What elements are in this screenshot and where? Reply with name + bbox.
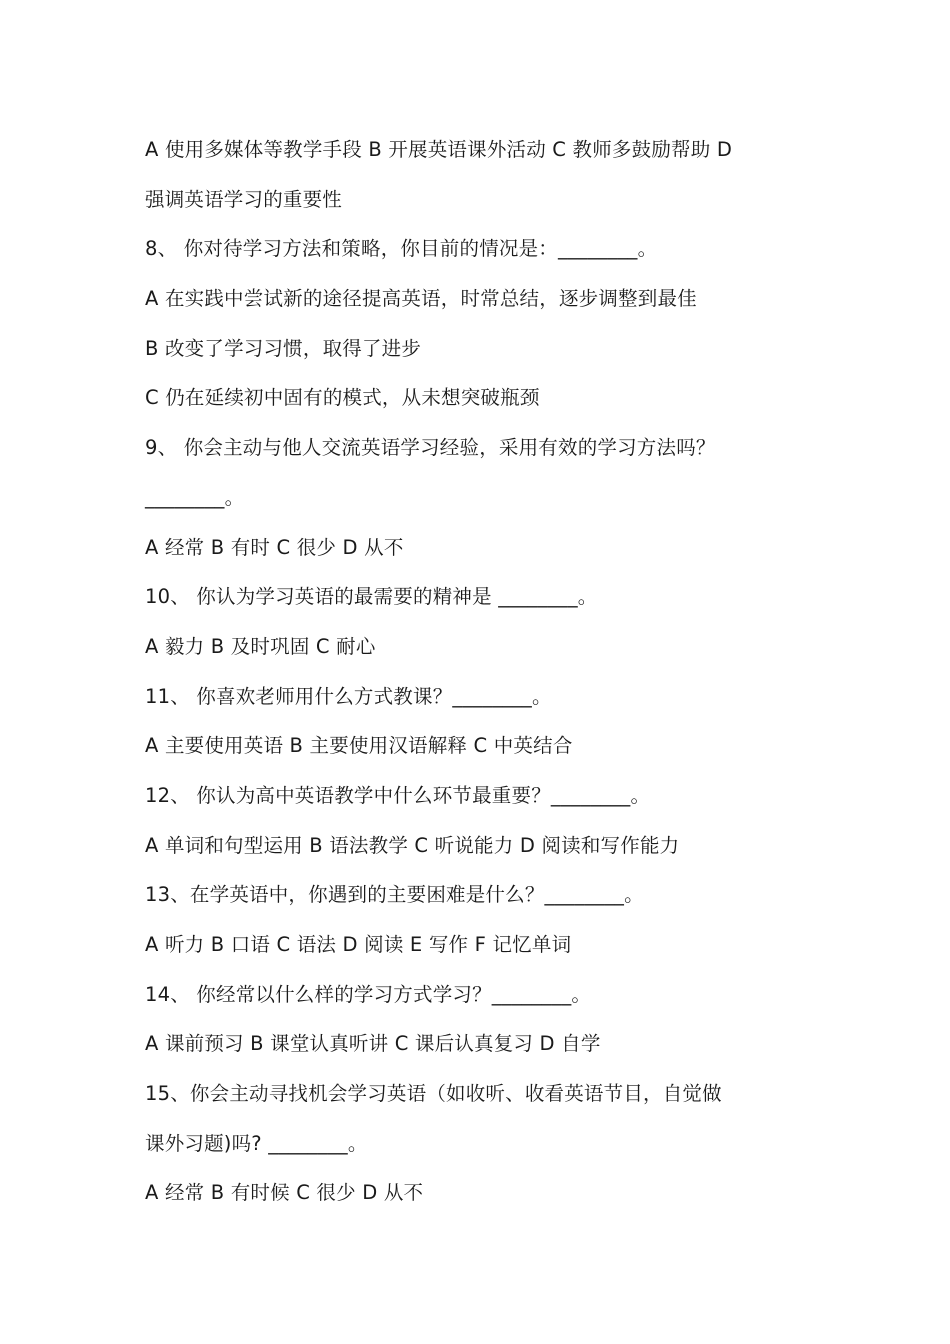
question-13-options: A 听力 B 口语 C 语法 D 阅读 E 写作 F 记忆单词	[145, 933, 572, 956]
question-14-options: A 课前预习 B 课堂认真听讲 C 课后认真复习 D 自学	[145, 1032, 601, 1056]
text-line-q7-options: A 使用多媒体等教学手段 B 开展英语课外活动 C 教师多鼓励帮助 D	[145, 138, 733, 161]
question-8-option-b: B 改变了学习习惯，取得了进步	[145, 336, 422, 360]
question-10: 10、 你认为学习英语的最需要的精神是 ________。	[145, 585, 598, 609]
question-15: 15、你会主动寻找机会学习英语（如收听、收看英语节目，自觉做	[145, 1082, 722, 1106]
question-15-options: A 经常 B 有时候 C 很少 D 从不	[145, 1181, 424, 1205]
question-8: 8、 你对待学习方法和策略，你目前的情况是：________。	[145, 237, 658, 261]
question-8-option-a: A 在实践中尝试新的途径提高英语，时常总结，逐步调整到最佳	[145, 287, 697, 311]
question-9-blank: ________。	[145, 485, 245, 509]
question-11: 11、 你喜欢老师用什么方式教课？________。	[145, 684, 552, 708]
text-line-q7-options-cont: 强调英语学习的重要性	[145, 187, 343, 211]
question-8-option-c: C 仍在延续初中固有的模式，从未想突破瓶颈	[145, 386, 540, 410]
question-9-options: A 经常 B 有时 C 很少 D 从不	[145, 535, 404, 559]
question-9: 9、 你会主动与他人交流英语学习经验，采用有效的学习方法吗？	[145, 436, 716, 460]
question-14: 14、 你经常以什么样的学习方式学习？________。	[145, 982, 592, 1006]
question-13: 13、在学英语中，你遇到的主要困难是什么？________。	[145, 883, 644, 907]
question-15-cont: 课外习题)吗? ________。	[145, 1131, 368, 1155]
question-10-options: A 毅力 B 及时巩固 C 耐心	[145, 634, 376, 658]
question-12-options: A 单词和句型运用 B 语法教学 C 听说能力 D 阅读和写作能力	[145, 833, 680, 857]
question-11-options: A 主要使用英语 B 主要使用汉语解释 C 中英结合	[145, 734, 573, 758]
document-body	[145, 125, 825, 1218]
question-12: 12、 你认为高中英语教学中什么环节最重要？________。	[145, 783, 651, 807]
